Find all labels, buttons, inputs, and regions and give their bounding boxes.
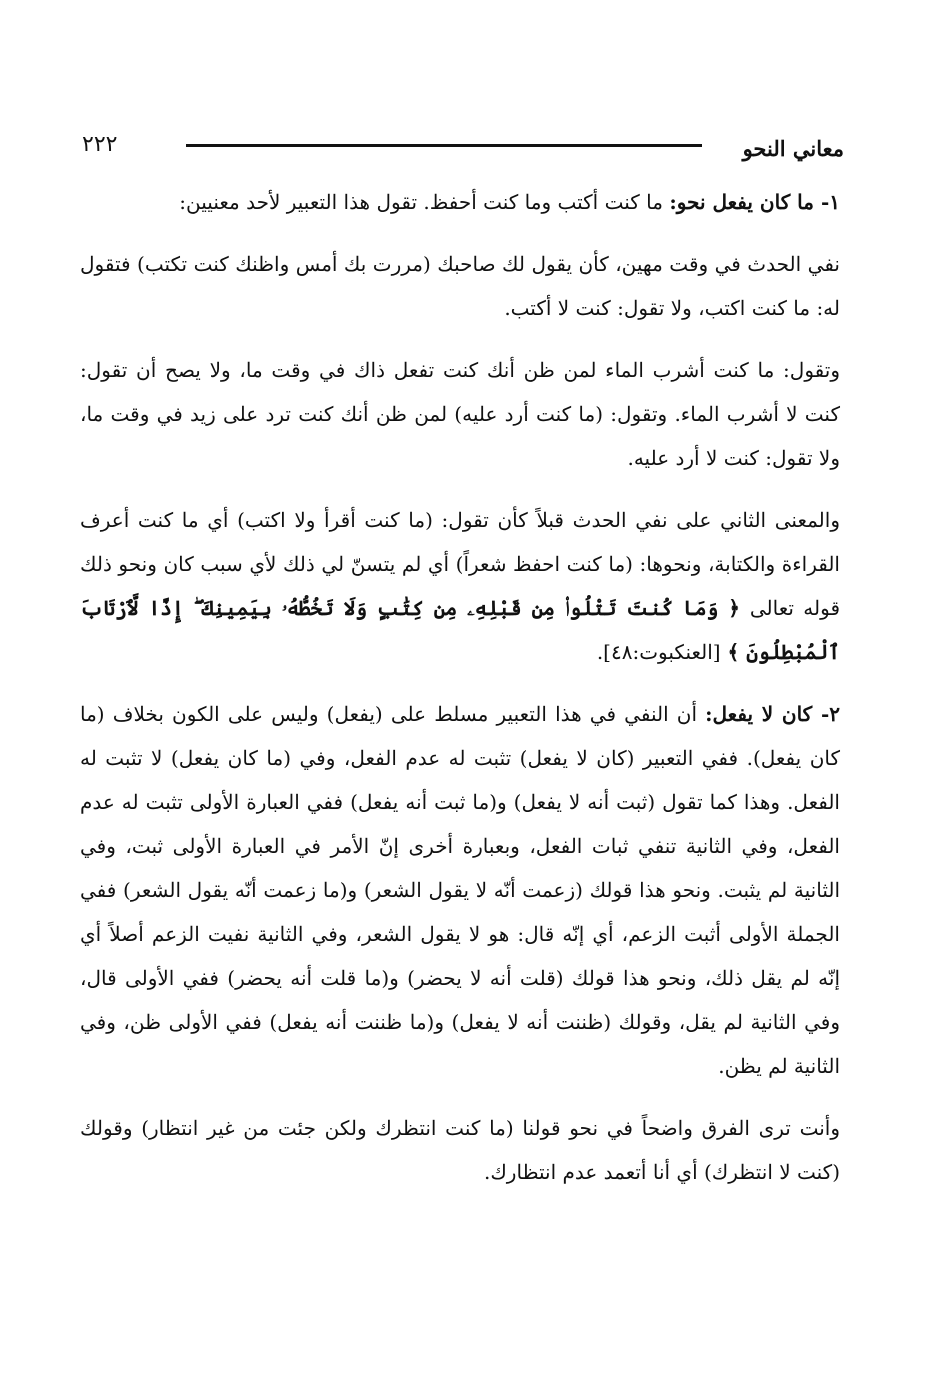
paragraph-4	[80, 498, 840, 674]
paragraph-4-text: والمعنى الثاني على نفي الحدث قبلاً كأن تقول: (ما كنت أقرأ ولا اكتب) أي ما كنت أعرف القراءة والكتابة، ونحوها: (ما كنت احفظ شعراً) أي لم يتسنّ لي ذلك لأي سبب كان ونحو ذلك قوله تعالى	[80, 508, 840, 620]
paragraph-3-text: وتقول: ما كنت أشرب الماء لمن ظن أنك كنت تفعل ذاك في وقت ما، ولا يصح أن تقول: كنت لا أشرب الماء. وتقول: (ما كنت أرد عليه) لمن ظن أنك كنت ترد على زيد في وقت ما، ولا تقول: كنت لا أرد عليه.	[80, 358, 840, 470]
paragraph-2	[80, 242, 840, 330]
paragraph-6-text: وأنت ترى الفرق واضحاً في نحو قولنا (ما كنت انتظرك ولكن جئت من غير انتظار) وقولك (كنت لا انتظرك) أي أنا أتعمد عدم انتظارك.	[80, 1116, 840, 1184]
section-heading-2: ٢- كان لا يفعل:	[705, 702, 840, 726]
section-heading-1: ١- ما كان يفعل نحو:	[669, 190, 840, 214]
page-body	[80, 180, 840, 1212]
page-number: ٢٢٢	[82, 132, 118, 157]
paragraph-2-text: نفي الحدث في وقت مهين، كأن يقول لك صاحبك (مررت بك أمس واظنك كنت تكتب) فتقول له: ما كنت اكتب، ولا تقول: كنت لا أكتب.	[80, 252, 840, 320]
quran-verse: ﴿ وَمَا كُنتَ تَتْلُوا۟ مِن قَبْلِهِۦ مِن كِتَٰبٍ وَلَا تَخُطُّهُۥ بِيَمِينِكَ ۖ إِذًا لَّٱرْتَابَ ٱلْمُبْطِلُونَ ﴾	[80, 596, 840, 664]
paragraph-5	[80, 692, 840, 1088]
verse-citation: [العنكبوت:٤٨].	[596, 640, 721, 664]
paragraph-1-text: ما كنت أكتب وما كنت أحفظ. تقول هذا التعبير لأحد معنيين:	[179, 190, 670, 214]
paragraph-5-text: أن النفي في هذا التعبير مسلط على (يفعل) وليس على الكون بخلاف (ما كان يفعل). ففي التعبير (كان لا يفعل) تثبت له عدم الفعل، وفي (ما كان يفعل) لا تثبت له الفعل. وهذا كما تقول (ثبت أنه لا يفعل) و(ما ثبت أنه يفعل) ففي العبارة الأولى تثبت له عدم الفعل، وفي الثانية تنفي ثبات الفعل، وبعبارة أخرى إنّ الأمر في العبارة الأولى ثبت، وفي الثانية لم يثبت. ونحو هذا قولك (زعمت أنّه لا يقول الشعر) و(ما زعمت أنّه يقول الشعر) ففي الجملة الأولى أثبت الزعم، أي إنّه قال: هو لا يقول الشعر، وفي الثانية نفيت الزعم أصلاً أي إنّه لم يقل ذلك، ونحو هذا قولك (قلت أنه لا يحضر) و(ما قلت أنه يحضر) ففي الأولى قال، وفي الثانية لم يقل، وقولك (ظننت أنه لا يفعل) و(ما ظننت أنه يفعل) ففي الأولى ظن، وفي الثانية لم يظن.	[80, 702, 840, 1078]
book-title: معاني النحو	[742, 136, 844, 161]
header-rule	[186, 144, 702, 147]
running-header	[78, 128, 850, 168]
paragraph-6	[80, 1106, 840, 1194]
paragraph-1	[80, 180, 840, 224]
paragraph-3	[80, 348, 840, 480]
